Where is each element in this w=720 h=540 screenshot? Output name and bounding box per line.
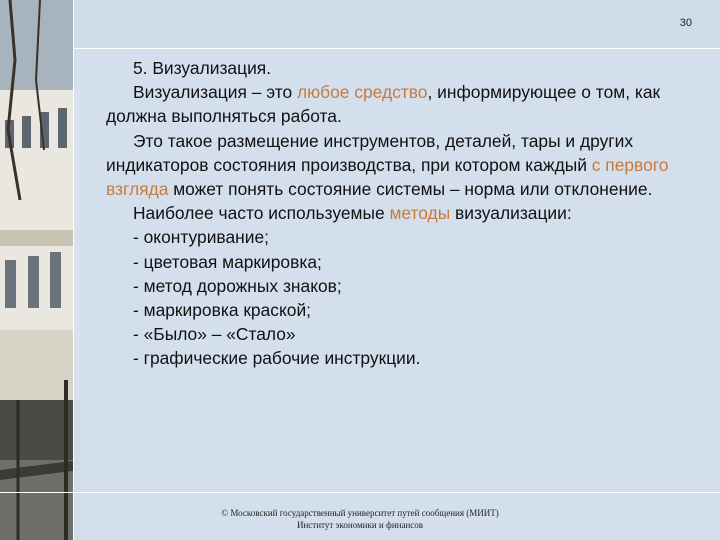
- text: визуализации:: [450, 203, 572, 224]
- list-item: - метод дорожных знаков;: [133, 275, 342, 296]
- highlight-first-glance: с первого взгляда: [106, 154, 669, 200]
- divider-bottom: [0, 492, 720, 493]
- page-number: 30: [679, 17, 692, 29]
- slide-body: [106, 56, 676, 371]
- list-item: - маркировка краской;: [133, 300, 311, 321]
- paragraph-methods: [106, 201, 676, 225]
- paragraph-definition: [106, 80, 676, 128]
- list-item: - оконтуривание;: [133, 227, 269, 248]
- highlight-any-means: любое средство: [296, 82, 428, 103]
- header-band: [73, 0, 720, 48]
- text: Наиболее часто используемые: [133, 203, 390, 224]
- text: Это такое размещение инструментов, деталей, тары и других индикаторов состояния производства, при котором каждый: [106, 130, 634, 175]
- divider-top: [73, 48, 720, 49]
- list-item: - графические рабочие инструкции.: [133, 348, 421, 369]
- footer: [100, 507, 620, 531]
- footer-institute: Институт экономики и финансов: [296, 520, 424, 530]
- list-item: - цветовая маркировка;: [133, 251, 322, 272]
- highlight-methods: методы: [389, 203, 451, 224]
- text: Визуализация – это: [133, 82, 297, 103]
- paragraph-placement: [106, 129, 676, 202]
- section-heading: 5. Визуализация.: [133, 58, 272, 78]
- footer-copyright: © Московский государственный университет путей сообщения (МИИТ): [221, 508, 499, 518]
- text: может понять состояние системы – норма или отклонение.: [168, 179, 653, 200]
- text: , информирующее о том, как должна выполняться работа.: [106, 82, 661, 127]
- list-item: - «Было» – «Стало»: [133, 324, 296, 345]
- divider-vertical: [73, 0, 74, 540]
